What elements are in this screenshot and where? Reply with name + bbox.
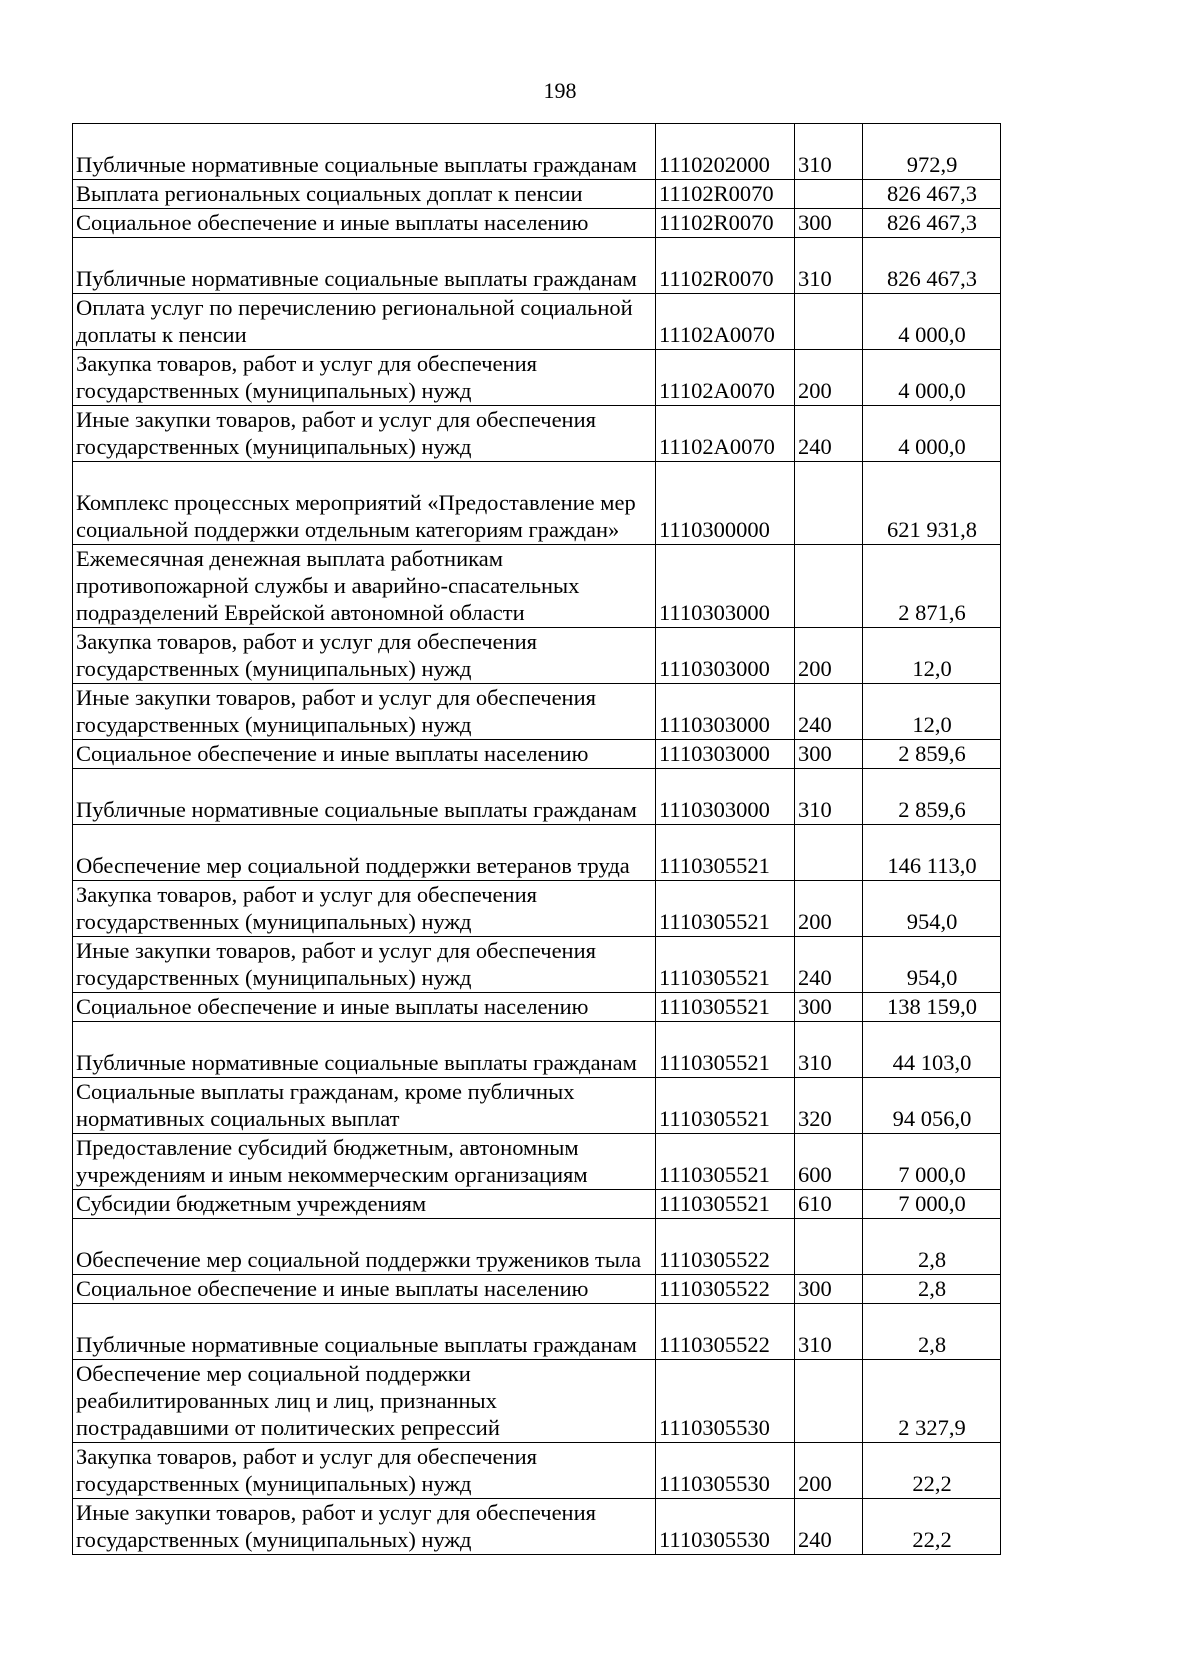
row-expense-type-cell: 310 bbox=[795, 238, 863, 294]
table-row bbox=[73, 1499, 1001, 1555]
row-name-cell: Иные закупки товаров, работ и услуг для обеспечения государственных (муниципальных) нужд bbox=[73, 406, 656, 462]
row-name-cell: Социальное обеспечение и иные выплаты населению bbox=[73, 993, 656, 1022]
row-code-cell: 1110305521 bbox=[656, 1022, 795, 1078]
row-sum-cell: 826 467,3 bbox=[863, 180, 1001, 209]
row-expense-type-cell: 240 bbox=[795, 684, 863, 740]
row-name-cell: Обеспечение мер социальной поддержки ветеранов труда bbox=[73, 825, 656, 881]
table-row bbox=[73, 1275, 1001, 1304]
row-expense-type-cell: 200 bbox=[795, 350, 863, 406]
budget-table-body bbox=[73, 124, 1001, 1555]
row-name-cell: Обеспечение мер социальной поддержки реабилитированных лиц и лиц, признанных пострадавшими от политических репрессий bbox=[73, 1360, 656, 1443]
row-name-cell: Субсидии бюджетным учреждениям bbox=[73, 1190, 656, 1219]
row-expense-type-cell: 300 bbox=[795, 740, 863, 769]
row-name-cell: Социальное обеспечение и иные выплаты населению bbox=[73, 209, 656, 238]
row-expense-type-cell: 320 bbox=[795, 1078, 863, 1134]
row-name-cell: Ежемесячная денежная выплата работникам противопожарной службы и аварийно-спасательных подразделений Еврейской автономной области bbox=[73, 545, 656, 628]
row-expense-type-cell: 200 bbox=[795, 628, 863, 684]
row-sum-cell: 4 000,0 bbox=[863, 350, 1001, 406]
row-name-cell: Закупка товаров, работ и услуг для обеспечения государственных (муниципальных) нужд bbox=[73, 881, 656, 937]
row-name-cell: Иные закупки товаров, работ и услуг для обеспечения государственных (муниципальных) нужд bbox=[73, 684, 656, 740]
row-sum-cell: 12,0 bbox=[863, 628, 1001, 684]
row-code-cell: 1110303000 bbox=[656, 684, 795, 740]
row-sum-cell: 2 859,6 bbox=[863, 740, 1001, 769]
row-sum-cell: 146 113,0 bbox=[863, 825, 1001, 881]
row-name-cell: Закупка товаров, работ и услуг для обеспечения государственных (муниципальных) нужд bbox=[73, 1443, 656, 1499]
table-row bbox=[73, 1022, 1001, 1078]
row-sum-cell: 22,2 bbox=[863, 1443, 1001, 1499]
row-expense-type-cell: 240 bbox=[795, 937, 863, 993]
table-row bbox=[73, 769, 1001, 825]
row-expense-type-cell bbox=[795, 1360, 863, 1443]
row-code-cell: 11102R0070 bbox=[656, 180, 795, 209]
row-expense-type-cell: 310 bbox=[795, 769, 863, 825]
row-code-cell: 11102A0070 bbox=[656, 294, 795, 350]
row-sum-cell: 2,8 bbox=[863, 1304, 1001, 1360]
row-code-cell: 1110305530 bbox=[656, 1443, 795, 1499]
row-code-cell: 1110303000 bbox=[656, 740, 795, 769]
row-name-cell: Предоставление субсидий бюджетным, автономным учреждениям и иным некоммерческим организациям bbox=[73, 1134, 656, 1190]
row-code-cell: 1110305521 bbox=[656, 825, 795, 881]
table-row bbox=[73, 881, 1001, 937]
row-sum-cell: 7 000,0 bbox=[863, 1190, 1001, 1219]
table-row bbox=[73, 740, 1001, 769]
row-expense-type-cell bbox=[795, 294, 863, 350]
table-row bbox=[73, 1360, 1001, 1443]
budget-table bbox=[72, 123, 1001, 1555]
row-expense-type-cell bbox=[795, 462, 863, 545]
row-expense-type-cell bbox=[795, 825, 863, 881]
row-name-cell: Закупка товаров, работ и услуг для обеспечения государственных (муниципальных) нужд bbox=[73, 350, 656, 406]
row-code-cell: 11102A0070 bbox=[656, 350, 795, 406]
table-row bbox=[73, 993, 1001, 1022]
row-expense-type-cell: 200 bbox=[795, 1443, 863, 1499]
row-sum-cell: 7 000,0 bbox=[863, 1134, 1001, 1190]
row-name-cell: Комплекс процессных мероприятий «Предоставление мер социальной поддержки отдельным категориям граждан» bbox=[73, 462, 656, 545]
row-name-cell: Иные закупки товаров, работ и услуг для обеспечения государственных (муниципальных) нужд bbox=[73, 937, 656, 993]
row-sum-cell: 4 000,0 bbox=[863, 294, 1001, 350]
row-code-cell: 1110305521 bbox=[656, 1078, 795, 1134]
table-row bbox=[73, 545, 1001, 628]
row-name-cell: Публичные нормативные социальные выплаты гражданам bbox=[73, 124, 656, 180]
table-row bbox=[73, 209, 1001, 238]
row-expense-type-cell bbox=[795, 545, 863, 628]
row-name-cell: Выплата региональных социальных доплат к пенсии bbox=[73, 180, 656, 209]
row-code-cell: 1110300000 bbox=[656, 462, 795, 545]
table-row bbox=[73, 684, 1001, 740]
row-name-cell: Обеспечение мер социальной поддержки тружеников тыла bbox=[73, 1219, 656, 1275]
row-expense-type-cell: 300 bbox=[795, 993, 863, 1022]
page-number: 198 bbox=[543, 78, 577, 103]
table-row bbox=[73, 1134, 1001, 1190]
row-code-cell: 11102R0070 bbox=[656, 238, 795, 294]
row-expense-type-cell: 310 bbox=[795, 1022, 863, 1078]
row-sum-cell: 2 871,6 bbox=[863, 545, 1001, 628]
row-code-cell: 1110303000 bbox=[656, 769, 795, 825]
table-row bbox=[73, 238, 1001, 294]
row-sum-cell: 2 859,6 bbox=[863, 769, 1001, 825]
table-row bbox=[73, 294, 1001, 350]
row-sum-cell: 826 467,3 bbox=[863, 238, 1001, 294]
row-code-cell: 1110202000 bbox=[656, 124, 795, 180]
table-row bbox=[73, 1304, 1001, 1360]
table-row bbox=[73, 825, 1001, 881]
row-name-cell: Иные закупки товаров, работ и услуг для обеспечения государственных (муниципальных) нужд bbox=[73, 1499, 656, 1555]
row-name-cell: Публичные нормативные социальные выплаты гражданам bbox=[73, 1022, 656, 1078]
table-row bbox=[73, 180, 1001, 209]
row-sum-cell: 621 931,8 bbox=[863, 462, 1001, 545]
table-row bbox=[73, 1190, 1001, 1219]
row-sum-cell: 2,8 bbox=[863, 1275, 1001, 1304]
table-row bbox=[73, 1078, 1001, 1134]
row-sum-cell: 138 159,0 bbox=[863, 993, 1001, 1022]
row-sum-cell: 4 000,0 bbox=[863, 406, 1001, 462]
table-row bbox=[73, 1443, 1001, 1499]
row-expense-type-cell bbox=[795, 180, 863, 209]
row-sum-cell: 22,2 bbox=[863, 1499, 1001, 1555]
row-sum-cell: 44 103,0 bbox=[863, 1022, 1001, 1078]
row-code-cell: 1110305522 bbox=[656, 1219, 795, 1275]
row-name-cell: Социальные выплаты гражданам, кроме публичных нормативных социальных выплат bbox=[73, 1078, 656, 1134]
row-name-cell: Публичные нормативные социальные выплаты гражданам bbox=[73, 238, 656, 294]
row-sum-cell: 12,0 bbox=[863, 684, 1001, 740]
row-code-cell: 1110305521 bbox=[656, 881, 795, 937]
row-name-cell: Оплата услуг по перечислению региональной социальной доплаты к пенсии bbox=[73, 294, 656, 350]
row-expense-type-cell: 310 bbox=[795, 124, 863, 180]
row-code-cell: 1110305530 bbox=[656, 1499, 795, 1555]
row-expense-type-cell bbox=[795, 1219, 863, 1275]
row-name-cell: Социальное обеспечение и иные выплаты населению bbox=[73, 1275, 656, 1304]
row-code-cell: 1110305521 bbox=[656, 937, 795, 993]
row-name-cell: Закупка товаров, работ и услуг для обеспечения государственных (муниципальных) нужд bbox=[73, 628, 656, 684]
row-expense-type-cell: 610 bbox=[795, 1190, 863, 1219]
table-row bbox=[73, 937, 1001, 993]
row-code-cell: 11102A0070 bbox=[656, 406, 795, 462]
row-name-cell: Публичные нормативные социальные выплаты гражданам bbox=[73, 769, 656, 825]
row-code-cell: 1110305522 bbox=[656, 1304, 795, 1360]
row-code-cell: 1110303000 bbox=[656, 628, 795, 684]
row-name-cell: Публичные нормативные социальные выплаты гражданам bbox=[73, 1304, 656, 1360]
row-sum-cell: 826 467,3 bbox=[863, 209, 1001, 238]
row-sum-cell: 94 056,0 bbox=[863, 1078, 1001, 1134]
row-expense-type-cell: 310 bbox=[795, 1304, 863, 1360]
row-code-cell: 1110303000 bbox=[656, 545, 795, 628]
row-expense-type-cell: 240 bbox=[795, 406, 863, 462]
row-expense-type-cell: 300 bbox=[795, 209, 863, 238]
row-code-cell: 1110305521 bbox=[656, 993, 795, 1022]
row-code-cell: 1110305521 bbox=[656, 1190, 795, 1219]
row-sum-cell: 2 327,9 bbox=[863, 1360, 1001, 1443]
table-row bbox=[73, 406, 1001, 462]
row-code-cell: 1110305530 bbox=[656, 1360, 795, 1443]
row-expense-type-cell: 600 bbox=[795, 1134, 863, 1190]
row-sum-cell: 2,8 bbox=[863, 1219, 1001, 1275]
row-code-cell: 1110305521 bbox=[656, 1134, 795, 1190]
table-row bbox=[73, 124, 1001, 180]
row-name-cell: Социальное обеспечение и иные выплаты населению bbox=[73, 740, 656, 769]
row-expense-type-cell: 300 bbox=[795, 1275, 863, 1304]
row-code-cell: 1110305522 bbox=[656, 1275, 795, 1304]
row-code-cell: 11102R0070 bbox=[656, 209, 795, 238]
table-row bbox=[73, 628, 1001, 684]
table-row bbox=[73, 350, 1001, 406]
row-sum-cell: 954,0 bbox=[863, 881, 1001, 937]
row-sum-cell: 972,9 bbox=[863, 124, 1001, 180]
row-expense-type-cell: 240 bbox=[795, 1499, 863, 1555]
row-expense-type-cell: 200 bbox=[795, 881, 863, 937]
table-row bbox=[73, 1219, 1001, 1275]
row-sum-cell: 954,0 bbox=[863, 937, 1001, 993]
table-row bbox=[73, 462, 1001, 545]
